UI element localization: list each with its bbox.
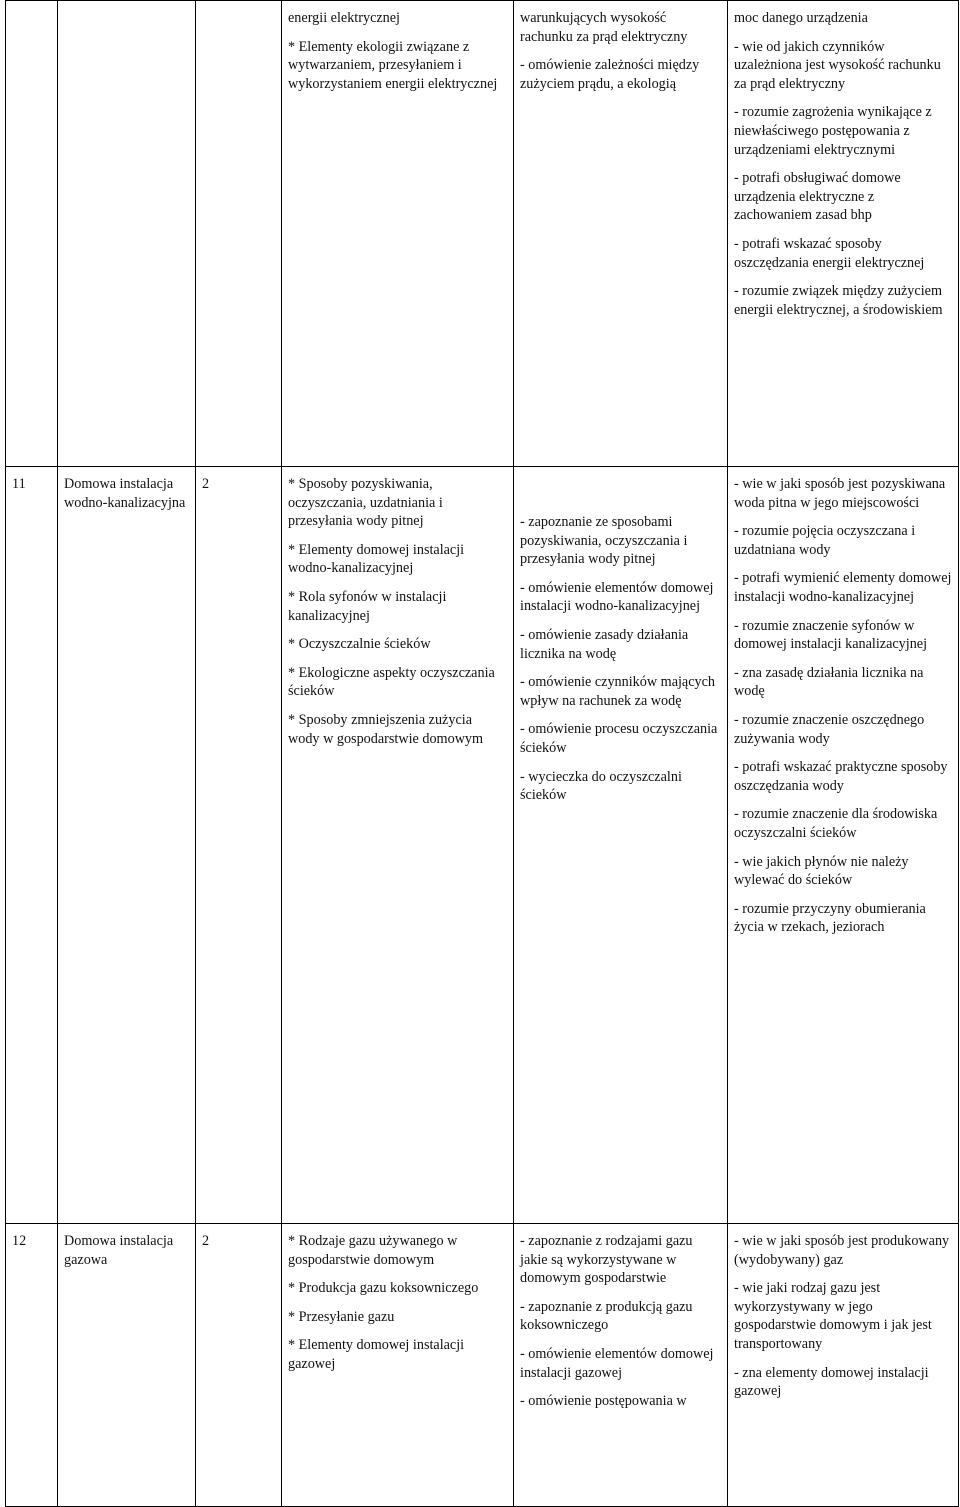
procedure-item: - omówienie elementów domowej instalacji wodno-kanalizacyjnej [520, 579, 714, 615]
procedure-item: warunkujących wysokość rachunku za prąd elektryczny [520, 10, 688, 45]
achievement-item: - rozumie znaczenie oszczędnego zużywania wody [734, 711, 925, 747]
content-item: * Sposoby pozyskiwania, oczyszczania, uzdatniania i przesyłania wody pitnej [288, 476, 443, 530]
lesson-topic [58, 1, 196, 467]
lesson-hours: 2 [196, 1224, 282, 1507]
table-row [6, 1224, 959, 1507]
procedure-item: - omówienie procesu oczyszczania ścieków [520, 721, 718, 756]
lesson-procedures [514, 467, 728, 1224]
achievement-item: - zna zasadę działania licznika na wodę [734, 664, 924, 700]
procedure-item: - omówienie czynników mających wpływ na rachunek za wodę [520, 674, 716, 709]
lesson-hours [196, 1, 282, 467]
lesson-achievements [728, 1, 959, 467]
content-item: * Ekologiczne aspekty oczyszczania ścieków [288, 664, 495, 700]
content-item: * Rodzaje gazu używanego w gospodarstwie domowym [288, 1233, 458, 1268]
procedure-item: - omówienie elementów domowej instalacji gazowej [520, 1345, 714, 1381]
procedure-item: - wycieczka do oczyszczalni ścieków [520, 768, 682, 804]
lesson-number: 12 [6, 1224, 58, 1507]
lesson-content [282, 1, 514, 467]
lesson-content [282, 1224, 514, 1507]
procedure-item: - zapoznanie z rodzajami gazu jakie są wykorzystywane w domowym gospodarstwie [520, 1233, 693, 1287]
table-row [6, 1, 959, 467]
achievement-item: - rozumie związek między zużyciem energii elektrycznej, a środowiskiem [734, 283, 943, 318]
procedure-item: - omówienie zasady działania licznika na wodę [520, 626, 689, 662]
procedure-item: - zapoznanie z produkcją gazu koksowniczego [520, 1298, 693, 1334]
achievement-item: - potrafi obsługiwać domowe urządzenia elektryczne z zachowaniem zasad bhp [734, 170, 901, 224]
content-item: * Elementy domowej instalacji gazowej [288, 1337, 465, 1372]
lesson-number [6, 1, 58, 467]
achievement-item: - rozumie znaczenie dla środowiska oczyszczalni ścieków [734, 806, 938, 841]
achievement-item: - rozumie zagrożenia wynikające z niewłaściwego postępowania z urządzeniami elektrycznymi [734, 104, 932, 158]
achievement-item: - rozumie znaczenie syfonów w domowej instalacji kanalizacyjnej [734, 617, 928, 653]
lesson-topic: Domowa instalacja gazowa [58, 1224, 196, 1507]
lesson-content [282, 467, 514, 1224]
content-item: * Elementy domowej instalacji wodno-kanalizacyjnej [288, 541, 465, 577]
content-item: * Przesyłanie gazu [288, 1308, 395, 1325]
achievement-item: - wie od jakich czynników uzależniona jest wysokość rachunku za prąd elektryczny [734, 38, 941, 92]
content-item: * Elementy ekologii związane z wytwarzaniem, przesyłaniem i wykorzystaniem energii elektrycznej [288, 38, 498, 92]
lesson-hours: 2 [196, 467, 282, 1224]
procedure-item: - zapoznanie ze sposobami pozyskiwania, oczyszczania i przesyłania wody pitnej [520, 514, 688, 568]
lesson-number: 11 [6, 467, 58, 1224]
content-item: * Produkcja gazu koksowniczego [288, 1280, 479, 1297]
achievement-item: - potrafi wskazać sposoby oszczędzania energii elektrycznej [734, 235, 925, 271]
content-item: energii elektrycznej [288, 10, 400, 26]
lesson-achievements [728, 1224, 959, 1507]
content-item: * Sposoby zmniejszenia zużycia wody w gospodarstwie domowym [288, 711, 484, 747]
curriculum-table [5, 0, 959, 1507]
achievement-item: - potrafi wymienić elementy domowej instalacji wodno-kanalizacyjnej [734, 570, 952, 605]
procedure-item: - omówienie zależności między zużyciem prądu, a ekologią [520, 57, 700, 92]
achievement-item: - zna elementy domowej instalacji gazowej [734, 1364, 929, 1400]
achievement-item: - potrafi wskazać praktyczne sposoby oszczędzania wody [734, 759, 948, 794]
achievement-item: - rozumie pojęcia oczyszczana i uzdatniana wody [734, 523, 916, 558]
achievement-item: moc danego urządzenia [734, 10, 868, 26]
content-item: * Oczyszczalnie ścieków [288, 636, 431, 653]
lesson-achievements [728, 467, 959, 1224]
achievement-item: - rozumie przyczyny obumierania życia w rzekach, jeziorach [734, 900, 926, 936]
content-item: * Rola syfonów w instalacji kanalizacyjnej [288, 588, 447, 624]
lesson-topic: Domowa instalacja wodno-kanalizacyjna [58, 467, 196, 1224]
achievement-item: - wie w jaki sposób jest produkowany (wydobywany) gaz [734, 1233, 950, 1268]
achievement-item: - wie jaki rodzaj gazu jest wykorzystywany w jego gospodarstwie domowym i jak jest transportowany [734, 1280, 932, 1352]
table-row [6, 467, 959, 1224]
achievement-item: - wie w jaki sposób jest pozyskiwana woda pitna w jego miejscowości [734, 476, 946, 511]
lesson-procedures [514, 1, 728, 467]
lesson-procedures [514, 1224, 728, 1507]
achievement-item: - wie jakich płynów nie należy wylewać do ścieków [734, 853, 909, 889]
procedure-item: - omówienie postępowania w [520, 1393, 687, 1410]
